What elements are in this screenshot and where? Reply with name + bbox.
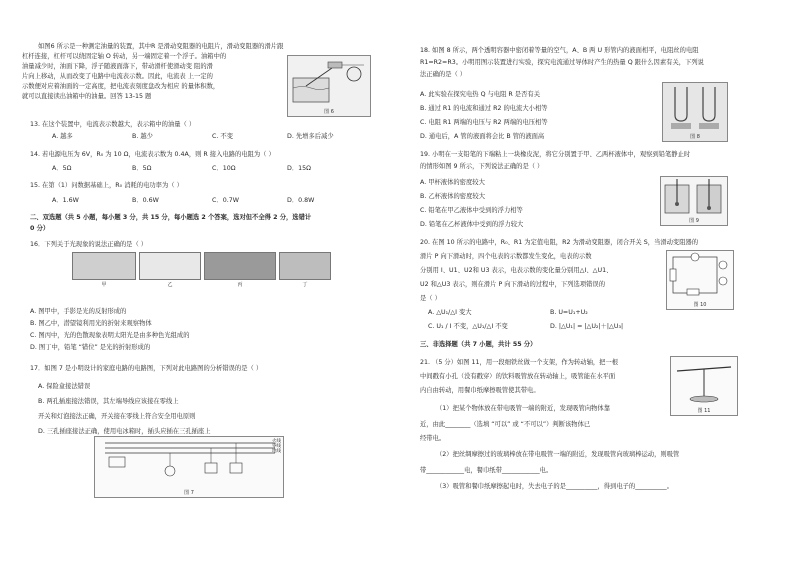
q20-option-b: B. U=U₁+U₂ [550, 309, 588, 316]
q18-option-a: A. 此实验在探究电热 Q 与电阻 R 是否有关 [420, 91, 540, 98]
q19-option-d: D. 铅笔在乙杯液体中受到的浮力较大 [420, 221, 524, 228]
section-2-heading: 二、双选题（共 5 小题，每小题 3 分，共 15 分，每小题选 2 个答案，选对但不全得 2 分，选错计 [30, 214, 312, 221]
q18-option-c: C. 电阻 R1 两端的电压与 R2 两端的电压相等 [420, 119, 548, 126]
question-13: 13. 在这个装置中，电流表示数越大，表示箱中的油量（ ） [30, 121, 196, 128]
q18-line-2: R1=R2=R3。小明用图示装置进行实验，探究电流通过导体时产生的热量 Q 跟什么因素有关，下列说 [420, 59, 704, 66]
q21-line-2: 中间戳有小孔（没有戳穿）的饮料吸管放在转动轴上，吸管能在水平面 [420, 373, 616, 380]
q20-option-c: C. U₁ / I 不变，△U₁/△I 不变 [428, 323, 508, 330]
figure-9-caption: 图 9 [689, 218, 699, 224]
figure-11-caption: 图 11 [697, 408, 711, 414]
q17-option-a: A. 保险盒接法错误 [38, 383, 91, 390]
fig16-label-ding: 丁 [302, 282, 308, 288]
figure-11-straw-pivot [670, 356, 738, 416]
question-16: 16．下列关于光现象的说法正确的是（ ） [30, 241, 148, 248]
q15-option-b: B．0.6W [132, 197, 159, 204]
q19-option-a: A. 甲杯液体的密度较大 [420, 179, 485, 186]
q20-option-a: A. △U₁/△I 变大 [428, 309, 472, 316]
figure-10-circuit [666, 250, 734, 310]
figure-7-house-circuit [94, 436, 284, 498]
q15-option-c: C．0.7W [212, 197, 239, 204]
fig16-label-jia: 甲 [101, 282, 107, 288]
q16-option-b: B. 图乙中，潜望镜利用光的折射来观察物体 [30, 320, 152, 327]
right-column [420, 0, 794, 562]
q16-option-d: D. 图丁中，铅笔 “错位” 是光的折射形成的 [30, 344, 151, 351]
q18-option-d: D. 通电后，A 管的液面将会比 B 管的液面高 [420, 133, 545, 140]
fig16-label-bing: 丙 [237, 282, 243, 288]
figure-10-caption: 图 10 [693, 302, 707, 308]
wire-label-ground: 地线 [272, 449, 281, 454]
intro-line-1: 如图6 所示是一种测定油量的装置，其中R 是滑动变阻器的电阻片，滑动变阻器的滑片跟 [38, 43, 284, 50]
figure-16-strip [72, 252, 331, 288]
circuit-10-drawing [667, 251, 733, 299]
intro-line-2: 杠杆连接，杠杆可以绕固定轴 O 转动，另一端固定着一个浮子。油箱中的 [22, 53, 227, 60]
q21-part-2: （2）把丝绸摩擦过的玻璃棒放在带电吸管一端的附近，发现吸管向玻璃棒运动，则吸管 [436, 451, 680, 458]
u-tube-drawing [663, 83, 727, 131]
question-14: 14. 若电源电压为 6V，R₀ 为 10 Ω，电流表示数为 0.4A，则 R 接入电路的电阻为（ ） [30, 151, 275, 158]
q20-line-5: 是（ ） [420, 295, 441, 302]
figure-7-caption: 图 7 [184, 490, 194, 496]
q18-option-b: B. 通过 R1 的电流和通过 R2 的电流大小相等 [420, 105, 548, 112]
q13-option-d: D. 先增多后减少 [287, 133, 334, 140]
question-15: 15. 在第（1）问数据基础上，R₀ 消耗的电功率为（ ） [30, 182, 183, 189]
fig16-label-yi: 乙 [167, 282, 173, 288]
q16-option-c: C. 图丙中，光的色散现象表明太阳光是由多种色光组成的 [30, 332, 190, 339]
section-2-heading-cont: 0 分） [30, 225, 50, 232]
q20-line-1: 20. 在图 10 所示的电路中，R₀、R1 为定值电阻，R2 为滑动变阻器，闭合开关 S，当滑动变阻器的 [420, 239, 699, 246]
q17-option-b: B. 两孔插座接法错误，其左端导线应该接在零线上 [38, 398, 179, 405]
q17-option-c: 开关和灯泡接法正确，开关接在零线上符合安全用电原则 [38, 413, 196, 420]
q19-option-c: C. 铅笔在甲乙液体中受到的浮力相等 [420, 207, 523, 214]
q16-option-a: A. 图甲中，手影是光的反射形成的 [30, 308, 127, 315]
q13-option-b: B. 越少 [132, 133, 153, 140]
q20-option-d: D. |△U₁| = |△U₂|＋|△U₃| [550, 323, 624, 330]
q20-line-4: U2 和△U3 表示，则在滑片 P 向下滑动的过程中，下列选项错误的 [420, 281, 606, 288]
wire-label-live: 火线 [272, 439, 281, 444]
figure-8-caption: 图 8 [690, 134, 700, 140]
q21-line-1: 21. （5 分）如图 11，用一段细铁丝做一个支架，作为转动轴，把一根 [420, 359, 619, 366]
q21-part-3: （3）吸管和餐巾纸摩擦起电时，失去电子的是__________，得到电子的__________。 [436, 483, 673, 490]
intro-line-5: 示数便对应着油面的一定高度，把电流表刻度盘改为相应 的量体积数， [22, 83, 220, 90]
q20-line-3: 分别用 I、U1、U2和 U3 表示，电表示数的变化量分别用△I、△U1、 [420, 267, 613, 274]
fig7-wire-labels [272, 439, 281, 454]
q18-line-3: 法正确的是（ ） [420, 71, 467, 78]
q14-option-c: C．10Ω [212, 165, 236, 172]
intro-line-3: 油量减少时，油面下降，浮子随液面落下，带动滑杆使滑动变 阻的滑 [22, 63, 213, 70]
q21-part-1: （1）把某个物体放在带电吸管一端的附近，发现吸管向物体靠 [436, 405, 611, 412]
straw-pivot-drawing [671, 357, 737, 405]
q13-option-c: C. 不变 [212, 133, 233, 140]
q14-option-b: B．5Ω [132, 165, 152, 172]
q15-option-d: D．0.8W [287, 197, 315, 204]
q21-part-2-cont: 带____________电，餐巾纸带____________电。 [420, 467, 553, 474]
figure-6-oil-gauge [287, 55, 371, 117]
beakers-drawing [661, 177, 727, 215]
q13-option-a: A. 越多 [52, 133, 73, 140]
house-circuit-drawing [95, 437, 283, 487]
q21-line-3: 内自由转动，用餐巾纸摩擦吸管使其带电。 [420, 387, 540, 394]
fig16-panel-pencil-water [279, 252, 331, 288]
q15-option-a: A．1.6W [52, 197, 79, 204]
q19-line-2: 的情形如图 9 所示，下列说法正确的是（ ） [420, 163, 544, 170]
q21-part-1-cont: 近，由此________（选填 “可以” 或 “不可以”）判断该物体已 [420, 421, 591, 428]
q17-option-d: D. 三孔插座接法正确，使用电冰箱时，插头应插在三孔插座上 [38, 428, 211, 435]
q14-option-d: D．15Ω [287, 165, 311, 172]
q19-line-1: 19. 小明在一支铅笔的下端粘上一块橡皮泥，将它分别置于甲、乙两杯液体中，观察到铅笔静止时 [420, 151, 691, 158]
q14-option-a: A．5Ω [52, 165, 72, 172]
figure-9-beakers [660, 176, 728, 226]
figure-8-u-tubes [662, 82, 728, 142]
q18-line-1: 18. 如图 8 所示，两个透明容器中密闭着等量的空气，A、B 两 U 形管内的液面相平，电阻丝的电阻 [420, 47, 699, 54]
intro-line-6: 就可以直接读出油箱中的油量。回答 13-15 题 [22, 93, 152, 100]
fig16-panel-prism [204, 252, 276, 288]
section-3-heading: 三、非选择题（共 7 小题，共计 55 分） [420, 341, 537, 348]
wire-label-neutral: 零线 [272, 444, 281, 449]
q19-option-b: B. 乙杯液体的密度较大 [420, 193, 485, 200]
figure-6-caption: 图 6 [324, 109, 334, 115]
question-17: 17．如图 7 是小明设计的家庭电路的电路图，下列对此电路图的分析错误的是（ ） [30, 365, 263, 372]
intro-line-4: 片向上移动，从而改变了电路中电流表示数。因此，电流表 上一定的 [22, 73, 213, 80]
q21-part-1-end: 经带电。 [420, 435, 446, 442]
q20-line-2: 滑片 P 向下滑动时，四个电表的示数都发生变化，电表的示数 [420, 253, 592, 260]
fig16-panel-periscope [139, 252, 201, 288]
fig16-panel-hand-shadow [72, 252, 136, 288]
oil-gauge-drawing [288, 56, 370, 108]
left-column [22, 0, 398, 562]
